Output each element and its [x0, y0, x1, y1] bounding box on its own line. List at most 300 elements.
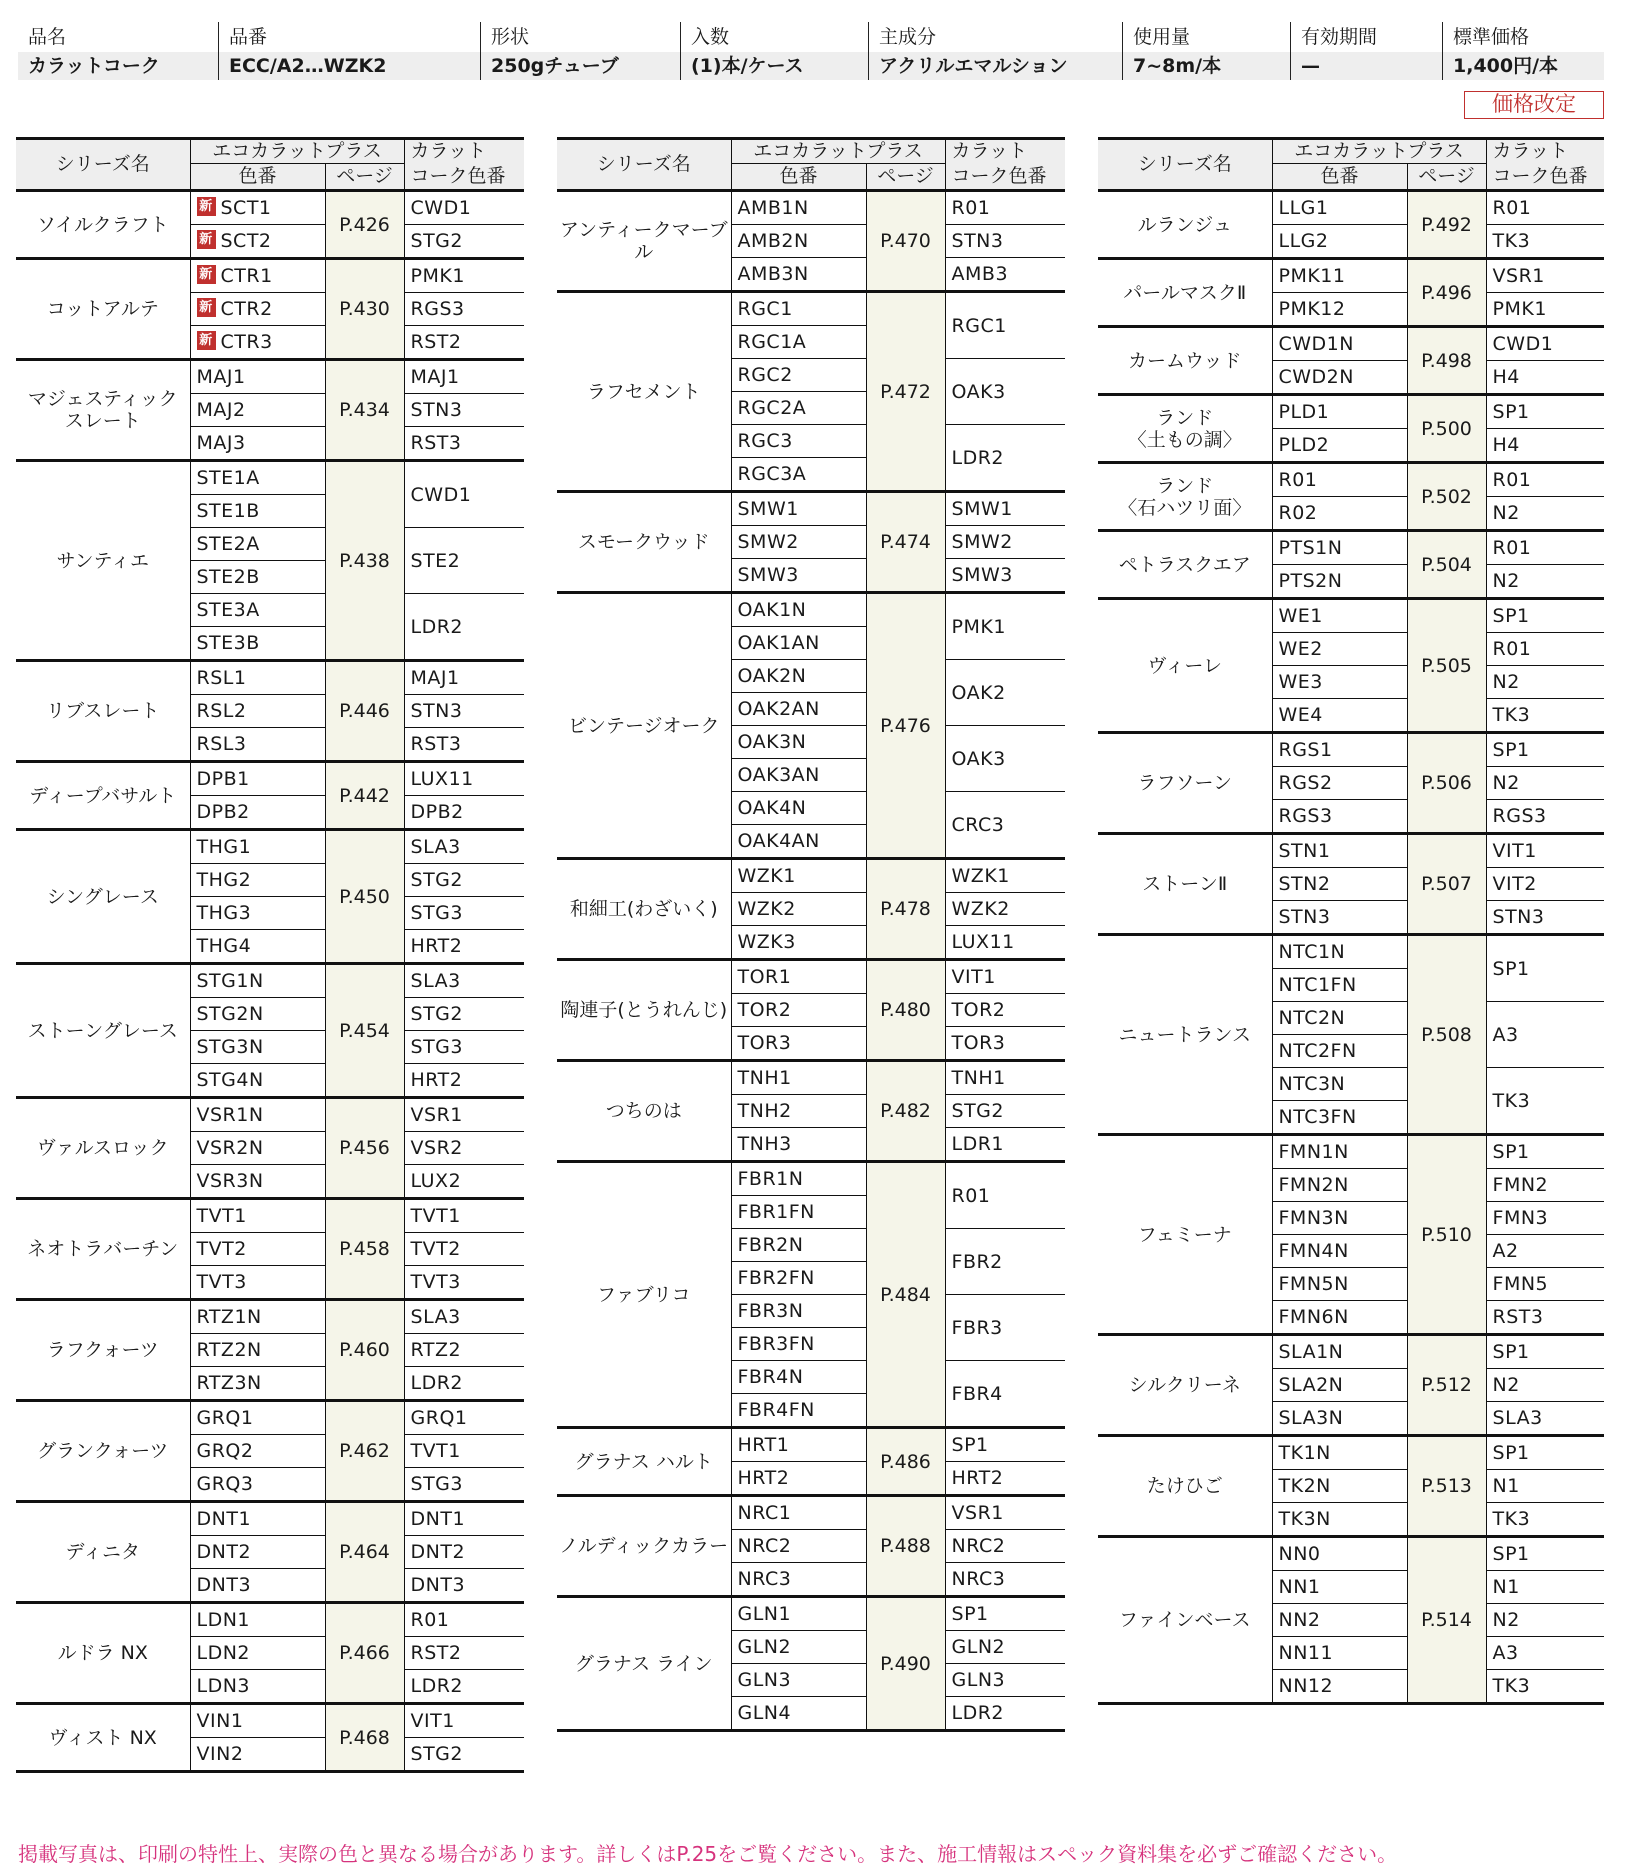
series-group — [16, 1603, 524, 1704]
carat-coke-color: RST2 — [404, 1637, 524, 1670]
color-code-text: STN2 — [1278, 873, 1331, 895]
carat-coke-color: N1 — [1486, 1470, 1604, 1503]
carat-coke-color: DPB2 — [410, 801, 464, 823]
carat-coke-color: A3 — [1486, 1637, 1604, 1670]
eco-color-code — [1272, 531, 1407, 565]
table-row — [16, 461, 524, 495]
color-code-text: VIN2 — [196, 1743, 244, 1765]
eco-color-code — [190, 259, 325, 293]
carat-coke-color: SP1 — [1486, 1436, 1604, 1470]
table-row — [1098, 935, 1604, 969]
series-group — [557, 1162, 1065, 1428]
page-reference: P.512 — [1407, 1335, 1486, 1436]
color-code-text: FMN4N — [1278, 1240, 1349, 1262]
color-code-text: HRT1 — [737, 1434, 790, 1456]
eco-color-code — [731, 792, 866, 825]
carat-coke-color: STG2 — [945, 1095, 1065, 1128]
eco-color-code — [1272, 868, 1407, 901]
series-group — [1098, 1436, 1604, 1537]
color-code-text: RTZ3N — [196, 1372, 262, 1394]
carat-coke-color: STN3 — [404, 695, 524, 728]
series-name: ディープバサルト — [16, 762, 190, 830]
carat-coke-color: LUX11 — [404, 762, 524, 796]
eco-color-code — [1272, 191, 1407, 225]
color-code-text: RGC3A — [737, 463, 807, 485]
eco-color-code — [731, 1229, 866, 1262]
series-name: ヴァルスロック — [16, 1098, 190, 1199]
carat-coke-color: VSR1 — [945, 1496, 1065, 1530]
series-name: マジェスティック スレート — [16, 360, 190, 461]
eco-color-code — [190, 427, 325, 461]
table-row — [1098, 1436, 1604, 1470]
eco-color-code — [1272, 1670, 1407, 1704]
table-row — [1098, 599, 1604, 633]
carat-coke-color: FMN3 — [1486, 1202, 1604, 1235]
eco-color-code — [1272, 327, 1407, 361]
carat-coke-color: LDR2 — [410, 1372, 464, 1394]
eco-color-code — [190, 1738, 325, 1772]
carat-coke-color: STG2 — [410, 1743, 463, 1765]
eco-color-code — [1272, 1604, 1407, 1637]
color-code-text: RTZ1N — [196, 1306, 262, 1328]
color-code-text: CTR1 — [220, 265, 273, 287]
color-code-text: NTC2FN — [1278, 1040, 1357, 1062]
eco-color-code — [731, 1394, 866, 1428]
carat-coke-color: LUX2 — [410, 1170, 462, 1192]
eco-color-code — [731, 593, 866, 627]
eco-color-code — [1272, 1135, 1407, 1169]
color-code-text: NN12 — [1278, 1675, 1334, 1697]
carat-coke-color: SLA3 — [404, 830, 524, 864]
price-revised-badge: 価格改定 — [1464, 91, 1604, 119]
color-code-text: FMN1N — [1278, 1141, 1349, 1163]
color-code-text: PMK11 — [1278, 265, 1346, 287]
page-reference: P.498 — [1407, 327, 1486, 395]
eco-color-code — [1272, 1002, 1407, 1035]
carat-coke-color: N2 — [1486, 1369, 1604, 1402]
table-row — [16, 830, 524, 864]
series-name: アンティークマーブル — [557, 191, 731, 292]
page-reference: P.490 — [866, 1597, 945, 1731]
eco-color-code — [731, 1095, 866, 1128]
color-code-text: FMN5N — [1278, 1273, 1349, 1295]
carat-coke-color: VIT1 — [1486, 834, 1604, 868]
eco-color-code — [190, 594, 325, 627]
eco-color-code — [731, 1496, 866, 1530]
carat-coke-color: TK3 — [1486, 1068, 1604, 1135]
eco-color-code — [731, 1361, 866, 1394]
color-code-text: PTS1N — [1278, 537, 1343, 559]
color-code-text: SMW3 — [737, 564, 799, 586]
carat-coke-color: NRC2 — [945, 1530, 1065, 1563]
eco-color-code — [1272, 901, 1407, 935]
eco-color-code — [1272, 1503, 1407, 1537]
series-group — [557, 960, 1065, 1061]
carat-coke-color: RST3 — [1492, 1306, 1544, 1328]
spec-value-ingredient: アクリルエマルション — [868, 52, 1122, 80]
carat-coke-color: RGS3 — [1492, 805, 1547, 827]
carat-coke-color: OAK2 — [945, 660, 1065, 726]
carat-coke-color: TVT2 — [404, 1233, 524, 1266]
color-code-text: TNH1 — [737, 1067, 792, 1089]
carat-coke-color: LDR2 — [410, 1675, 464, 1697]
color-code-text: LLG2 — [1278, 230, 1329, 252]
table-row — [1098, 463, 1604, 497]
carat-coke-color: DNT1 — [404, 1502, 524, 1536]
eco-color-code — [1272, 834, 1407, 868]
carat-coke-color: SLA3 — [404, 1300, 524, 1334]
table-row — [1098, 395, 1604, 429]
eco-color-code — [731, 359, 866, 392]
series-name: シルクリーネ — [1098, 1335, 1272, 1436]
color-code-text: STE3A — [196, 599, 260, 621]
table-row — [1098, 1135, 1604, 1169]
eco-color-code — [190, 394, 325, 427]
carat-coke-color: STE2 — [404, 528, 524, 594]
eco-color-code — [731, 1563, 866, 1597]
page-reference: P.466 — [325, 1603, 404, 1704]
color-code-text: DPB2 — [196, 801, 250, 823]
eco-color-code — [1272, 1335, 1407, 1369]
eco-color-code — [190, 964, 325, 998]
eco-color-code — [731, 1162, 866, 1196]
table-row — [1098, 531, 1604, 565]
series-name: ルドラ NX — [16, 1603, 190, 1704]
color-code-text: AMB3N — [737, 263, 809, 285]
series-group — [1098, 463, 1604, 531]
carat-coke-color: N2 — [1492, 570, 1520, 592]
table-row — [16, 259, 524, 293]
color-code-text: TVT2 — [196, 1238, 247, 1260]
color-code-text: GLN1 — [737, 1603, 792, 1625]
color-code-text: SMW1 — [737, 498, 799, 520]
eco-color-code — [190, 1132, 325, 1165]
carat-coke-color: SP1 — [1486, 733, 1604, 767]
carat-coke-color: R01 — [1486, 531, 1604, 565]
table-row — [16, 1098, 524, 1132]
eco-color-code — [190, 1367, 325, 1401]
header-eco-carat-plus: エコカラットプラス — [190, 139, 404, 164]
carat-coke-color: TOR3 — [951, 1032, 1006, 1054]
color-code-text: WE3 — [1278, 671, 1323, 693]
carat-coke-color: CRC3 — [945, 792, 1065, 859]
color-code-text: TK2N — [1278, 1475, 1331, 1497]
color-code-text: DPB1 — [196, 768, 250, 790]
color-code-text: CWD1N — [1278, 333, 1354, 355]
carat-coke-color: N2 — [1486, 1604, 1604, 1637]
color-code-text: LDN2 — [196, 1642, 251, 1664]
color-code-text: MAJ1 — [196, 366, 246, 388]
carat-coke-color: R01 — [1486, 191, 1604, 225]
carat-coke-color: H4 — [1492, 434, 1520, 456]
page-reference: P.454 — [325, 964, 404, 1098]
eco-color-code — [190, 1468, 325, 1502]
carat-coke-color: SMW1 — [945, 492, 1065, 526]
carat-coke-color: FBR4 — [945, 1361, 1065, 1428]
eco-color-code — [190, 728, 325, 762]
color-code-text: NN0 — [1278, 1543, 1321, 1565]
footer-note: 掲載写真は、印刷の特性上、実際の色と異なる場合があります。詳しくはP.25をご覧ください。また、施工情報はスペック資料集を必ずご確認ください。 — [18, 1842, 1398, 1866]
series-name: カームウッド — [1098, 327, 1272, 395]
eco-color-code — [731, 1697, 866, 1731]
eco-color-code — [1272, 429, 1407, 463]
series-group — [1098, 935, 1604, 1135]
series-group — [16, 661, 524, 762]
color-code-text: THG3 — [196, 902, 252, 924]
color-code-text: STE1B — [196, 500, 260, 522]
eco-color-code — [731, 1462, 866, 1496]
eco-color-code — [731, 1295, 866, 1328]
color-code-text: TOR2 — [737, 999, 792, 1021]
table-row — [16, 1300, 524, 1334]
color-code-text: RGC3 — [737, 430, 793, 452]
eco-color-code — [190, 461, 325, 495]
eco-color-code — [731, 893, 866, 926]
table-row — [557, 1162, 1065, 1196]
table-row — [1098, 1335, 1604, 1369]
series-group — [1098, 395, 1604, 463]
carat-coke-color: LUX11 — [951, 931, 1015, 953]
color-code-text: STG1N — [196, 970, 264, 992]
carat-coke-color: LDR1 — [951, 1133, 1005, 1155]
carat-coke-color: DNT3 — [410, 1574, 466, 1596]
color-code-text: GRQ3 — [196, 1473, 254, 1495]
carat-coke-color: SLA3 — [404, 964, 524, 998]
series-group — [16, 1300, 524, 1401]
eco-color-code — [731, 759, 866, 792]
color-code-text: STG3N — [196, 1036, 264, 1058]
series-group — [16, 762, 524, 830]
carat-coke-color: SP1 — [945, 1597, 1065, 1631]
color-code-text: SLA2N — [1278, 1374, 1344, 1396]
eco-color-code — [731, 1061, 866, 1095]
spec-header-ingredient: 主成分 — [868, 22, 1122, 52]
page-reference: P.464 — [325, 1502, 404, 1603]
eco-color-code — [731, 859, 866, 893]
eco-color-code — [731, 1597, 866, 1631]
color-code-text: TNH3 — [737, 1133, 792, 1155]
eco-color-code — [190, 1704, 325, 1738]
color-code-text: PLD2 — [1278, 434, 1330, 456]
carat-coke-color: GRQ1 — [404, 1401, 524, 1435]
table-row — [557, 1061, 1065, 1095]
table-row — [16, 1704, 524, 1738]
carat-coke-color: RGC1 — [945, 292, 1065, 359]
carat-coke-color: STG2 — [410, 230, 463, 252]
series-name: 和細工(わざいく) — [557, 859, 731, 960]
page-reference: P.504 — [1407, 531, 1486, 599]
color-code-text: RSL1 — [196, 667, 247, 689]
eco-color-code — [190, 1569, 325, 1603]
page-reference: P.496 — [1407, 259, 1486, 327]
header-carat-line1: カラット — [1486, 139, 1604, 164]
table-row — [1098, 327, 1604, 361]
carat-coke-color: MAJ1 — [404, 360, 524, 394]
color-code-text: THG1 — [196, 836, 252, 858]
eco-color-code — [190, 796, 325, 830]
table-row — [1098, 733, 1604, 767]
eco-color-code — [731, 926, 866, 960]
color-code-text: LLG1 — [1278, 197, 1329, 219]
carat-coke-color: SMW2 — [945, 526, 1065, 559]
page-reference: P.510 — [1407, 1135, 1486, 1335]
color-table-middle — [557, 137, 1065, 1732]
color-code-text: FBR2FN — [737, 1267, 815, 1289]
color-code-text: HRT2 — [737, 1467, 790, 1489]
eco-color-code — [190, 1064, 325, 1098]
eco-color-code — [1272, 1537, 1407, 1571]
color-code-text: RGS3 — [1278, 805, 1333, 827]
table-row — [1098, 1537, 1604, 1571]
page-reference: P.508 — [1407, 935, 1486, 1135]
series-name: ペトラスクエア — [1098, 531, 1272, 599]
color-code-text: NRC2 — [737, 1535, 792, 1557]
color-code-text: FBR4N — [737, 1366, 804, 1388]
carat-coke-color: SP1 — [945, 1428, 1065, 1462]
color-code-text: PTS2N — [1278, 570, 1343, 592]
series-name: ストーングレース — [16, 964, 190, 1098]
page-reference: P.507 — [1407, 834, 1486, 935]
table-row — [557, 1428, 1065, 1462]
series-group — [1098, 1537, 1604, 1704]
color-code-text: WZK3 — [737, 931, 796, 953]
color-code-text: RSL3 — [196, 733, 247, 755]
carat-coke-color: RTZ2 — [404, 1334, 524, 1367]
series-group — [16, 1098, 524, 1199]
carat-coke-color: HRT2 — [410, 1069, 463, 1091]
page-reference: P.482 — [866, 1061, 945, 1162]
series-group — [1098, 191, 1604, 259]
color-code-text: GRQ2 — [196, 1440, 254, 1462]
carat-coke-color: AMB3 — [951, 263, 1009, 285]
header-series: シリーズ名 — [16, 139, 190, 191]
color-code-text: GLN2 — [737, 1636, 792, 1658]
eco-color-code — [731, 1530, 866, 1563]
carat-coke-color: R01 — [1486, 463, 1604, 497]
carat-coke-color: STG2 — [404, 998, 524, 1031]
series-group — [16, 191, 524, 259]
table-row — [557, 1597, 1065, 1631]
eco-color-code — [1272, 1169, 1407, 1202]
eco-color-code — [731, 292, 866, 326]
eco-color-code — [1272, 293, 1407, 327]
series-name: ヴィーレ — [1098, 599, 1272, 733]
page-reference: P.426 — [325, 191, 404, 259]
series-name: シングレース — [16, 830, 190, 964]
carat-coke-color: TVT3 — [410, 1271, 461, 1293]
page-reference: P.438 — [325, 461, 404, 661]
color-code-text: VIN1 — [196, 1710, 244, 1732]
carat-coke-color: STG2 — [404, 864, 524, 897]
eco-color-code — [190, 561, 325, 594]
color-code-text: OAK3N — [737, 731, 807, 753]
header-carat-line2: コーク色番 — [1486, 164, 1604, 191]
color-code-text: R02 — [1278, 502, 1318, 524]
color-code-text: NTC3N — [1278, 1073, 1346, 1095]
eco-color-code — [1272, 969, 1407, 1002]
carat-coke-color: GLN3 — [945, 1664, 1065, 1697]
spec-header-expiry: 有効期間 — [1290, 22, 1442, 52]
eco-color-code — [190, 864, 325, 897]
eco-color-code — [731, 1328, 866, 1361]
series-name: サンティエ — [16, 461, 190, 661]
color-code-text: VSR1N — [196, 1104, 264, 1126]
page-reference: P.446 — [325, 661, 404, 762]
eco-color-code — [731, 726, 866, 759]
spec-header-usage: 使用量 — [1122, 22, 1290, 52]
eco-color-code — [1272, 1571, 1407, 1604]
color-code-text: SLA3N — [1278, 1407, 1344, 1429]
eco-color-code — [1272, 395, 1407, 429]
spec-value-code: ECC/A2…WZK2 — [218, 52, 480, 80]
table-row — [16, 1401, 524, 1435]
eco-color-code — [1272, 565, 1407, 599]
color-code-text: AMB1N — [737, 197, 809, 219]
series-name: ファブリコ — [557, 1162, 731, 1428]
color-code-text: NN11 — [1278, 1642, 1334, 1664]
eco-color-code — [1272, 800, 1407, 834]
eco-color-code — [1272, 497, 1407, 531]
color-code-text: RGC1 — [737, 298, 793, 320]
header-page: ページ — [325, 164, 404, 191]
color-code-text: LDN3 — [196, 1675, 251, 1697]
eco-color-code — [1272, 767, 1407, 800]
header-carat-line1: カラット — [945, 139, 1065, 164]
carat-coke-color: DNT2 — [404, 1536, 524, 1569]
carat-coke-color: RST3 — [410, 432, 462, 454]
series-name: つちのは — [557, 1061, 731, 1162]
eco-color-code — [190, 627, 325, 661]
color-code-text: OAK1N — [737, 599, 807, 621]
eco-color-code — [731, 1262, 866, 1295]
carat-coke-color: R01 — [945, 1162, 1065, 1229]
carat-coke-color: N2 — [1486, 767, 1604, 800]
eco-color-code — [731, 994, 866, 1027]
carat-coke-color: HRT2 — [951, 1467, 1004, 1489]
carat-coke-color: A2 — [1486, 1235, 1604, 1268]
header-eco-carat-plus: エコカラットプラス — [1272, 139, 1486, 164]
color-code-text: STE1A — [196, 467, 260, 489]
series-group — [1098, 834, 1604, 935]
series-name: リブスレート — [16, 661, 190, 762]
eco-color-code — [1272, 1637, 1407, 1670]
eco-color-code — [1272, 259, 1407, 293]
carat-coke-color: SMW3 — [951, 564, 1013, 586]
eco-color-code — [1272, 1402, 1407, 1436]
color-code-text: OAK2AN — [737, 698, 820, 720]
carat-coke-color: LDR2 — [404, 594, 524, 661]
carat-coke-color: VIT2 — [1486, 868, 1604, 901]
color-code-text: SLA1N — [1278, 1341, 1344, 1363]
header-color-code: 色番 — [1272, 164, 1407, 191]
carat-coke-color: WZK1 — [945, 859, 1065, 893]
header-color-code: 色番 — [731, 164, 866, 191]
color-code-text: SCT1 — [220, 197, 272, 219]
series-group — [557, 292, 1065, 492]
eco-color-code — [731, 660, 866, 693]
eco-color-code — [1272, 1268, 1407, 1301]
color-code-text: GLN4 — [737, 1702, 792, 1724]
series-name: グラナス ライン — [557, 1597, 731, 1731]
page-reference: P.430 — [325, 259, 404, 360]
table-row — [557, 492, 1065, 526]
carat-coke-color: CWD1 — [1486, 327, 1604, 361]
series-name: ソイルクラフト — [16, 191, 190, 259]
page-reference: P.505 — [1407, 599, 1486, 733]
series-name: ヴィスト NX — [16, 1704, 190, 1772]
series-name: パールマスクⅡ — [1098, 259, 1272, 327]
series-group — [16, 360, 524, 461]
